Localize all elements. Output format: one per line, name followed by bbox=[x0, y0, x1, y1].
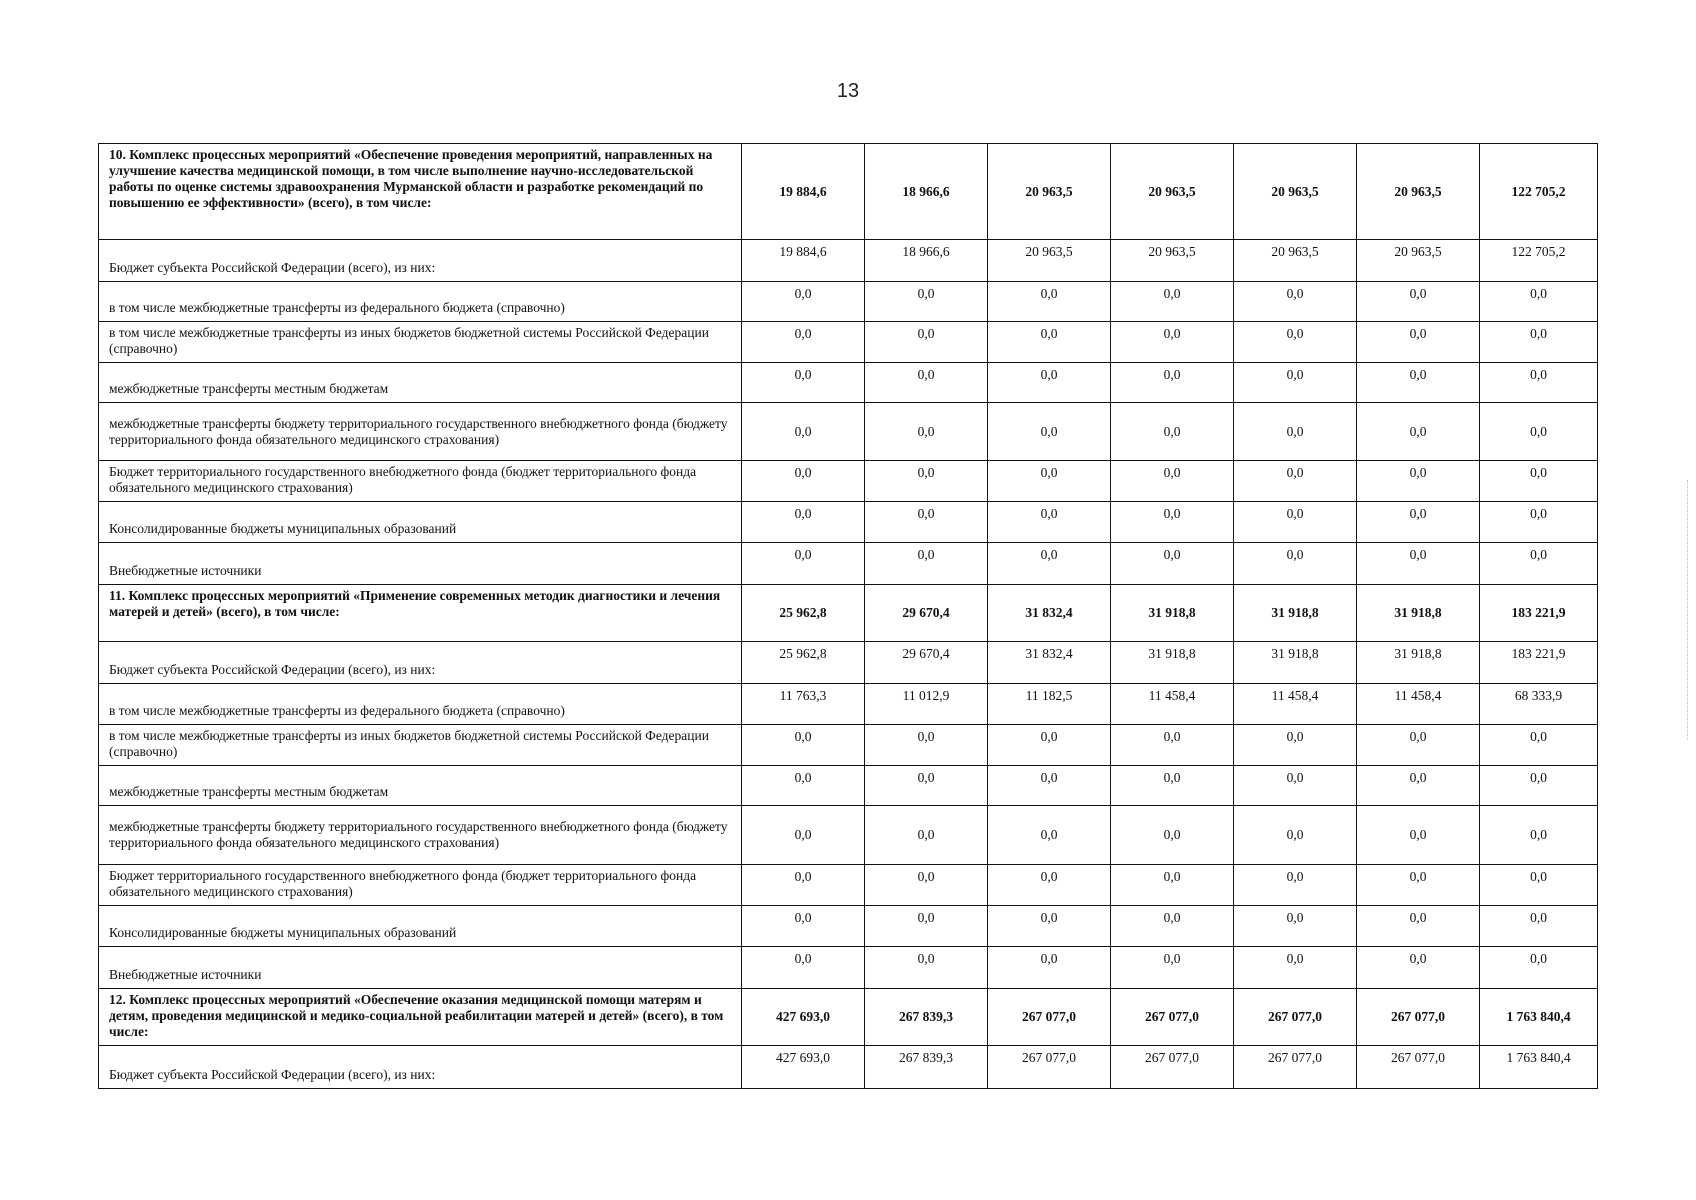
year-value-cell: 0,0 bbox=[865, 766, 988, 806]
year-value-cell: 0,0 bbox=[1111, 403, 1234, 461]
row-label: Бюджет субъекта Российской Федерации (всего), из них: bbox=[99, 240, 742, 282]
year-value-cell: 11 763,3 bbox=[742, 684, 865, 725]
section-header-row bbox=[99, 144, 1598, 240]
year-value-cell: 11 458,4 bbox=[1111, 684, 1234, 725]
year-value-cell: 267 077,0 bbox=[1234, 989, 1357, 1046]
table-row bbox=[99, 543, 1598, 585]
year-value-cell: 0,0 bbox=[1357, 282, 1480, 322]
year-value-cell: 0,0 bbox=[865, 865, 988, 906]
year-value-cell: 0,0 bbox=[865, 947, 988, 989]
year-value-cell: 0,0 bbox=[988, 502, 1111, 543]
year-value-cell: 20 963,5 bbox=[1111, 240, 1234, 282]
year-value-cell: 0,0 bbox=[1234, 282, 1357, 322]
year-value-cell: 427 693,0 bbox=[742, 1046, 865, 1089]
year-value-cell: 267 077,0 bbox=[1357, 989, 1480, 1046]
year-value-cell: 0,0 bbox=[1111, 502, 1234, 543]
year-value-cell: 0,0 bbox=[742, 865, 865, 906]
total-value-cell: 0,0 bbox=[1480, 363, 1598, 403]
row-label: межбюджетные трансферты бюджету территориального государственного внебюджетного фонда (бюджету территориального фонда обязательного медицинского страхования) bbox=[99, 806, 742, 865]
year-value-cell: 31 918,8 bbox=[1357, 642, 1480, 684]
row-label: в том числе межбюджетные трансферты из федерального бюджета (справочно) bbox=[99, 282, 742, 322]
year-value-cell: 11 458,4 bbox=[1234, 684, 1357, 725]
year-value-cell: 31 832,4 bbox=[988, 585, 1111, 642]
total-value-cell: 122 705,2 bbox=[1480, 144, 1598, 240]
row-label: 11. Комплекс процессных мероприятий «Применение современных методик диагностики и лечения матерей и детей» (всего), в том числе: bbox=[99, 585, 742, 642]
table-row bbox=[99, 240, 1598, 282]
row-label: Внебюджетные источники bbox=[99, 947, 742, 989]
year-value-cell: 0,0 bbox=[865, 725, 988, 766]
row-label: в том числе межбюджетные трансферты из иных бюджетов бюджетной системы Российской Федерации (справочно) bbox=[99, 322, 742, 363]
year-value-cell: 25 962,8 bbox=[742, 642, 865, 684]
year-value-cell: 0,0 bbox=[1234, 906, 1357, 947]
year-value-cell: 0,0 bbox=[742, 461, 865, 502]
table-row bbox=[99, 322, 1598, 363]
year-value-cell: 31 918,8 bbox=[1357, 585, 1480, 642]
year-value-cell: 20 963,5 bbox=[1357, 240, 1480, 282]
total-value-cell: 0,0 bbox=[1480, 906, 1598, 947]
total-value-cell: 0,0 bbox=[1480, 865, 1598, 906]
row-label: Бюджет территориального государственного внебюджетного фонда (бюджет территориального фонда обязательного медицинского страхования) bbox=[99, 461, 742, 502]
year-value-cell: 0,0 bbox=[1111, 766, 1234, 806]
table-row bbox=[99, 282, 1598, 322]
table-row bbox=[99, 1046, 1598, 1089]
year-value-cell: 0,0 bbox=[1111, 461, 1234, 502]
table-row bbox=[99, 684, 1598, 725]
year-value-cell: 0,0 bbox=[1111, 947, 1234, 989]
year-value-cell: 0,0 bbox=[1111, 543, 1234, 585]
year-value-cell: 0,0 bbox=[742, 766, 865, 806]
total-value-cell: 122 705,2 bbox=[1480, 240, 1598, 282]
year-value-cell: 267 839,3 bbox=[865, 1046, 988, 1089]
year-value-cell: 0,0 bbox=[865, 282, 988, 322]
budget-table bbox=[98, 143, 1598, 1089]
year-value-cell: 267 077,0 bbox=[988, 1046, 1111, 1089]
year-value-cell: 0,0 bbox=[865, 502, 988, 543]
total-value-cell: 0,0 bbox=[1480, 766, 1598, 806]
year-value-cell: 0,0 bbox=[988, 766, 1111, 806]
total-value-cell: 183 221,9 bbox=[1480, 642, 1598, 684]
year-value-cell: 267 077,0 bbox=[1234, 1046, 1357, 1089]
year-value-cell: 0,0 bbox=[742, 725, 865, 766]
year-value-cell: 267 077,0 bbox=[988, 989, 1111, 1046]
year-value-cell: 0,0 bbox=[988, 806, 1111, 865]
table-row bbox=[99, 725, 1598, 766]
year-value-cell: 0,0 bbox=[742, 543, 865, 585]
year-value-cell: 19 884,6 bbox=[742, 240, 865, 282]
year-value-cell: 20 963,5 bbox=[1234, 144, 1357, 240]
year-value-cell: 0,0 bbox=[988, 947, 1111, 989]
year-value-cell: 0,0 bbox=[1234, 461, 1357, 502]
year-value-cell: 29 670,4 bbox=[865, 642, 988, 684]
total-value-cell: 0,0 bbox=[1480, 502, 1598, 543]
table-row bbox=[99, 363, 1598, 403]
year-value-cell: 0,0 bbox=[1357, 322, 1480, 363]
total-value-cell: 0,0 bbox=[1480, 543, 1598, 585]
year-value-cell: 29 670,4 bbox=[865, 585, 988, 642]
year-value-cell: 267 839,3 bbox=[865, 989, 988, 1046]
total-value-cell: 1 763 840,4 bbox=[1480, 989, 1598, 1046]
row-label: Внебюджетные источники bbox=[99, 543, 742, 585]
total-value-cell: 0,0 bbox=[1480, 322, 1598, 363]
year-value-cell: 0,0 bbox=[988, 403, 1111, 461]
table-row bbox=[99, 766, 1598, 806]
year-value-cell: 0,0 bbox=[988, 322, 1111, 363]
year-value-cell: 0,0 bbox=[1234, 806, 1357, 865]
row-label: в том числе межбюджетные трансферты из иных бюджетов бюджетной системы Российской Федерации (справочно) bbox=[99, 725, 742, 766]
year-value-cell: 0,0 bbox=[742, 906, 865, 947]
year-value-cell: 0,0 bbox=[865, 543, 988, 585]
row-label: в том числе межбюджетные трансферты из федерального бюджета (справочно) bbox=[99, 684, 742, 725]
year-value-cell: 0,0 bbox=[1111, 906, 1234, 947]
year-value-cell: 0,0 bbox=[1111, 322, 1234, 363]
year-value-cell: 0,0 bbox=[988, 865, 1111, 906]
year-value-cell: 0,0 bbox=[1234, 403, 1357, 461]
year-value-cell: 0,0 bbox=[1234, 725, 1357, 766]
year-value-cell: 0,0 bbox=[1357, 865, 1480, 906]
page-number: 13 bbox=[836, 80, 860, 102]
table-row bbox=[99, 403, 1598, 461]
year-value-cell: 0,0 bbox=[988, 906, 1111, 947]
year-value-cell: 0,0 bbox=[1357, 725, 1480, 766]
year-value-cell: 0,0 bbox=[988, 282, 1111, 322]
year-value-cell: 0,0 bbox=[865, 363, 988, 403]
year-value-cell: 0,0 bbox=[1234, 947, 1357, 989]
year-value-cell: 0,0 bbox=[1111, 725, 1234, 766]
year-value-cell: 20 963,5 bbox=[988, 240, 1111, 282]
total-value-cell: 0,0 bbox=[1480, 806, 1598, 865]
row-label: 12. Комплекс процессных мероприятий «Обеспечение оказания медицинской помощи матерям и детям, проведения медицинской и медико-социальной реабилитации матерей и детей» (всего), в том числе: bbox=[99, 989, 742, 1046]
year-value-cell: 0,0 bbox=[1111, 806, 1234, 865]
total-value-cell: 0,0 bbox=[1480, 282, 1598, 322]
total-value-cell: 0,0 bbox=[1480, 947, 1598, 989]
year-value-cell: 0,0 bbox=[742, 806, 865, 865]
year-value-cell: 0,0 bbox=[865, 403, 988, 461]
year-value-cell: 25 962,8 bbox=[742, 585, 865, 642]
year-value-cell: 0,0 bbox=[1357, 543, 1480, 585]
year-value-cell: 0,0 bbox=[742, 363, 865, 403]
total-value-cell: 68 333,9 bbox=[1480, 684, 1598, 725]
year-value-cell: 0,0 bbox=[1357, 502, 1480, 543]
year-value-cell: 0,0 bbox=[1357, 906, 1480, 947]
total-value-cell: 0,0 bbox=[1480, 403, 1598, 461]
row-label: 10. Комплекс процессных мероприятий «Обеспечение проведения мероприятий, направленных на улучшение качества медицинской помощи, в том числе выполнение научно-исследовательской работы по оценке системы здравоохранения Мурманской области и разработке рекомендаций по повышению ее эффективности» (всего), в том числе: bbox=[99, 144, 742, 240]
row-label: межбюджетные трансферты местным бюджетам bbox=[99, 363, 742, 403]
year-value-cell: 11 182,5 bbox=[988, 684, 1111, 725]
year-value-cell: 20 963,5 bbox=[1357, 144, 1480, 240]
year-value-cell: 0,0 bbox=[1357, 461, 1480, 502]
row-label: межбюджетные трансферты местным бюджетам bbox=[99, 766, 742, 806]
total-value-cell: 0,0 bbox=[1480, 725, 1598, 766]
year-value-cell: 0,0 bbox=[1357, 806, 1480, 865]
year-value-cell: 0,0 bbox=[865, 461, 988, 502]
year-value-cell: 0,0 bbox=[1234, 865, 1357, 906]
year-value-cell: 0,0 bbox=[1234, 766, 1357, 806]
section-header-row bbox=[99, 585, 1598, 642]
year-value-cell: 0,0 bbox=[988, 363, 1111, 403]
total-value-cell: 0,0 bbox=[1480, 461, 1598, 502]
table-row bbox=[99, 865, 1598, 906]
year-value-cell: 267 077,0 bbox=[1357, 1046, 1480, 1089]
row-label: Бюджет субъекта Российской Федерации (всего), из них: bbox=[99, 642, 742, 684]
year-value-cell: 0,0 bbox=[1357, 363, 1480, 403]
year-value-cell: 0,0 bbox=[1357, 766, 1480, 806]
year-value-cell: 0,0 bbox=[742, 947, 865, 989]
year-value-cell: 0,0 bbox=[865, 806, 988, 865]
table-row bbox=[99, 502, 1598, 543]
year-value-cell: 0,0 bbox=[1234, 322, 1357, 363]
year-value-cell: 0,0 bbox=[742, 282, 865, 322]
year-value-cell: 0,0 bbox=[742, 502, 865, 543]
row-label: Консолидированные бюджеты муниципальных образований bbox=[99, 502, 742, 543]
table-row bbox=[99, 642, 1598, 684]
year-value-cell: 0,0 bbox=[1234, 543, 1357, 585]
total-value-cell: 1 763 840,4 bbox=[1480, 1046, 1598, 1089]
year-value-cell: 20 963,5 bbox=[1111, 144, 1234, 240]
year-value-cell: 0,0 bbox=[742, 403, 865, 461]
year-value-cell: 0,0 bbox=[742, 322, 865, 363]
year-value-cell: 0,0 bbox=[1357, 947, 1480, 989]
table-row bbox=[99, 906, 1598, 947]
scan-edge-marks bbox=[1687, 480, 1690, 740]
year-value-cell: 11 012,9 bbox=[865, 684, 988, 725]
year-value-cell: 31 918,8 bbox=[1111, 642, 1234, 684]
year-value-cell: 0,0 bbox=[1234, 502, 1357, 543]
year-value-cell: 0,0 bbox=[865, 322, 988, 363]
year-value-cell: 31 832,4 bbox=[988, 642, 1111, 684]
year-value-cell: 31 918,8 bbox=[1234, 585, 1357, 642]
year-value-cell: 267 077,0 bbox=[1111, 989, 1234, 1046]
row-label: Бюджет территориального государственного внебюджетного фонда (бюджет территориального фонда обязательного медицинского страхования) bbox=[99, 865, 742, 906]
table-row bbox=[99, 806, 1598, 865]
year-value-cell: 11 458,4 bbox=[1357, 684, 1480, 725]
year-value-cell: 18 966,6 bbox=[865, 144, 988, 240]
year-value-cell: 0,0 bbox=[1234, 363, 1357, 403]
year-value-cell: 0,0 bbox=[988, 461, 1111, 502]
year-value-cell: 19 884,6 bbox=[742, 144, 865, 240]
year-value-cell: 0,0 bbox=[988, 543, 1111, 585]
year-value-cell: 0,0 bbox=[1111, 363, 1234, 403]
year-value-cell: 18 966,6 bbox=[865, 240, 988, 282]
year-value-cell: 20 963,5 bbox=[1234, 240, 1357, 282]
total-value-cell: 183 221,9 bbox=[1480, 585, 1598, 642]
year-value-cell: 31 918,8 bbox=[1111, 585, 1234, 642]
year-value-cell: 0,0 bbox=[1111, 865, 1234, 906]
year-value-cell: 20 963,5 bbox=[988, 144, 1111, 240]
year-value-cell: 0,0 bbox=[1357, 403, 1480, 461]
row-label: межбюджетные трансферты бюджету территориального государственного внебюджетного фонда (бюджету территориального фонда обязательного медицинского страхования) bbox=[99, 403, 742, 461]
table-row bbox=[99, 461, 1598, 502]
row-label: Бюджет субъекта Российской Федерации (всего), из них: bbox=[99, 1046, 742, 1089]
year-value-cell: 0,0 bbox=[988, 725, 1111, 766]
year-value-cell: 427 693,0 bbox=[742, 989, 865, 1046]
table-row bbox=[99, 947, 1598, 989]
year-value-cell: 0,0 bbox=[1111, 282, 1234, 322]
section-header-row bbox=[99, 989, 1598, 1046]
year-value-cell: 31 918,8 bbox=[1234, 642, 1357, 684]
row-label: Консолидированные бюджеты муниципальных образований bbox=[99, 906, 742, 947]
year-value-cell: 0,0 bbox=[865, 906, 988, 947]
year-value-cell: 267 077,0 bbox=[1111, 1046, 1234, 1089]
